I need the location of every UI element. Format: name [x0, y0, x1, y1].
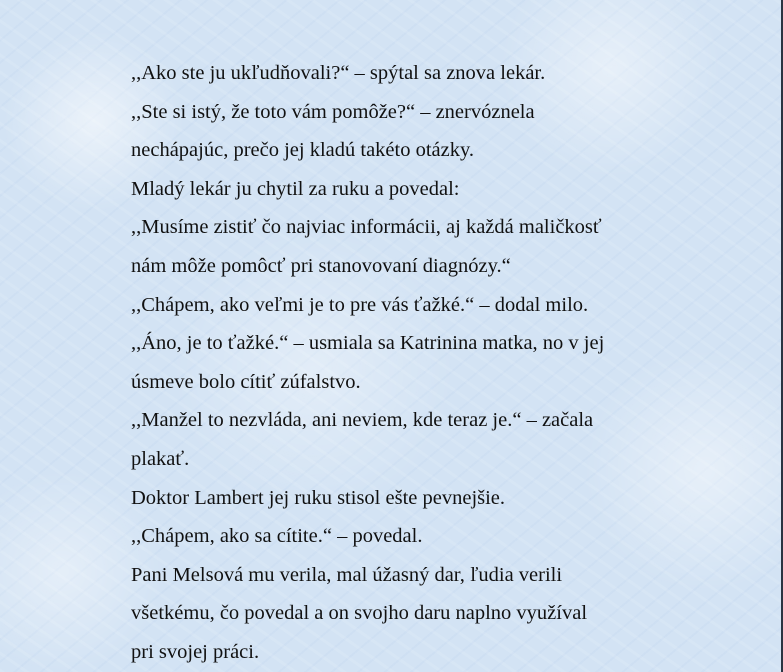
text-line: nechápajúc, prečo jej kladú takéto otázky. [131, 139, 475, 162]
story-text [131, 58, 691, 672]
text-line: ,,Chápem, ako veľmi je to pre vás ťažké.“ – dodal milo. [131, 293, 589, 316]
text-line: Doktor Lambert jej ruku stisol ešte pevnejšie. [131, 486, 506, 509]
text-line: pri svojej práci. [131, 640, 260, 663]
text-line: ,,Ako ste ju ukľudňovali?“ – spýtal sa znova lekár. [131, 62, 546, 84]
text-line: Pani Melsová mu verila, mal úžasný dar, ľudia verili [131, 563, 563, 586]
text-line: ,,Manžel to nezvláda, ani neviem, kde teraz je.“ – začala [131, 409, 594, 432]
text-line: Mladý lekár ju chytil za ruku a povedal: [131, 177, 460, 200]
text-line: úsmeve bolo cítiť zúfalstvo. [131, 370, 361, 393]
text-line: ,,Chápem, ako sa cítite.“ – povedal. [131, 525, 423, 548]
text-line: ,,Ste si istý, že toto vám pomôže?“ – znervóznela [131, 100, 535, 123]
text-line: ,,Musíme zistiť čo najviac informácii, aj každá maličkosť [131, 216, 602, 239]
text-line: plakať. [131, 447, 190, 470]
text-line: ,,Áno, je to ťažké.“ – usmiala sa Katrinina matka, no v jej [131, 332, 605, 355]
text-line: všetkému, čo povedal a on svojho daru naplno využíval [131, 602, 588, 625]
text-line: nám môže pomôcť pri stanovovaní diagnózy.“ [131, 254, 511, 277]
